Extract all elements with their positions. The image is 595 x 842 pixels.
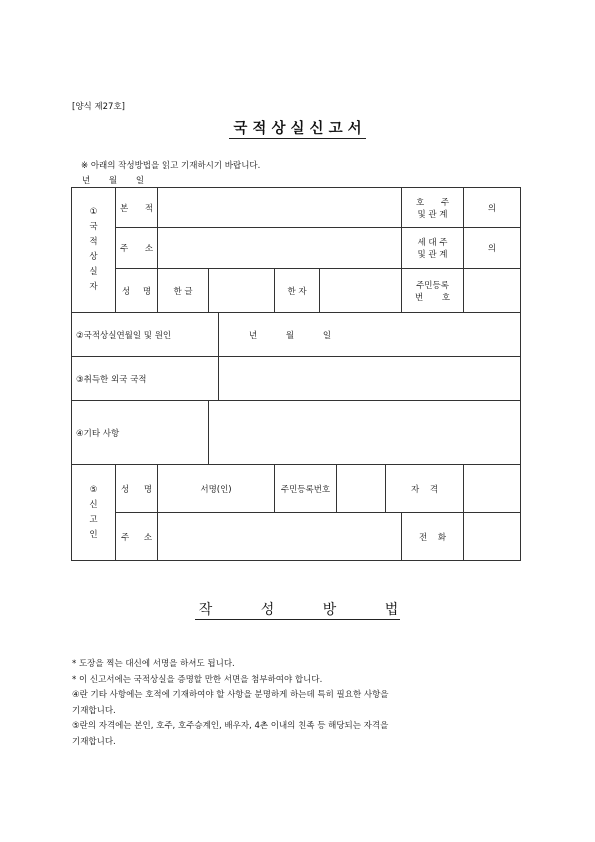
reporter-resident-no-field[interactable]: [337, 465, 386, 513]
section1-number: ①: [89, 207, 98, 217]
domicile-label: 본 적: [116, 188, 158, 228]
section1-char: 상: [89, 252, 98, 262]
address-field[interactable]: [158, 228, 402, 269]
hangul-label: 한 글: [158, 269, 209, 313]
domicile-field[interactable]: [158, 188, 402, 228]
note-line: ⑤란의 자격에는 본인, 호주, 호주승계인, 배우자, 4촌 이내의 친족 등 해당되는 자격을: [72, 721, 389, 731]
householder-label-2: 및 관 계: [417, 250, 448, 260]
reporter-address-label: 주 소: [116, 513, 158, 561]
householder-suffix: 의: [487, 244, 497, 254]
loss-date-field[interactable]: [219, 313, 521, 357]
document-title: [0, 117, 595, 138]
loss-date-placeholder: 년 월 일: [249, 330, 332, 341]
foreign-nationality-label: ③취득한 외국 국적: [72, 357, 219, 401]
foreign-nationality-field[interactable]: [219, 357, 521, 401]
resident-no-label-2: 번 호: [414, 292, 451, 303]
other-matters-label: ④기타 사항: [72, 401, 209, 465]
other-matters-field[interactable]: [209, 401, 521, 465]
report-date: 년 월 일: [82, 176, 145, 186]
section1-char: 자: [89, 282, 98, 292]
hangul-name-field[interactable]: [209, 269, 275, 313]
instruction-note: ※ 아래의 작성방법을 읽고 기재하시기 바랍니다.: [81, 161, 261, 171]
reporter-address-field[interactable]: [158, 513, 402, 561]
section1-char: 국: [89, 222, 98, 232]
name-label: 성 명: [116, 269, 158, 313]
head-relation-label: [402, 188, 464, 228]
resident-no-label: [402, 269, 464, 313]
signature-placeholder: 서명(인): [200, 484, 232, 495]
section1-char: 실: [89, 267, 98, 277]
reporter-resident-no-label: 주민등록번호: [275, 465, 337, 513]
head-relation-field[interactable]: [464, 188, 521, 228]
method-notes: [72, 657, 522, 750]
qualification-field[interactable]: [464, 465, 521, 513]
method-title: [0, 599, 595, 619]
reporter-name-label: 성 명: [116, 465, 158, 513]
method-title-text: 작 성 방 법: [195, 602, 400, 620]
phone-field[interactable]: [464, 513, 521, 561]
note-line: 기재합니다.: [72, 736, 116, 747]
note-line: * 이 신고서에는 국적상실을 증명할 만한 서면을 첨부하여야 합니다.: [72, 674, 323, 685]
phone-label: 전 화: [402, 513, 464, 561]
section1-char: 적: [89, 237, 98, 247]
hanja-name-field[interactable]: [320, 269, 402, 313]
document-title-text: 국 적 상 실 신 고 서: [229, 121, 365, 139]
resident-no-field[interactable]: [464, 269, 521, 313]
head-relation-label-1: 호 주: [415, 197, 450, 208]
loss-date-label: ②국적상실연월일 및 원인: [72, 313, 219, 357]
report-form-table: [71, 187, 521, 561]
note-line: ④란 기타 사항에는 호적에 기재하여야 할 사항을 분명하게 하는데 특히 필요한 사항을: [72, 690, 389, 700]
address-label: 주 소: [116, 228, 158, 269]
householder-field[interactable]: [464, 228, 521, 269]
reporter-signature-field[interactable]: [158, 465, 275, 513]
head-relation-label-2: 및 관 계: [417, 209, 448, 220]
section5-char: 고: [89, 514, 98, 525]
section5-char: 신: [89, 499, 98, 510]
head-relation-suffix: 의: [487, 203, 497, 214]
section5-char: 인: [89, 529, 98, 540]
householder-label: [402, 228, 464, 269]
form-number: [양식 제27호]: [72, 102, 125, 112]
householder-label-1: 세 대 주: [417, 238, 448, 248]
qualification-label: 자 격: [386, 465, 464, 513]
section5-number: ⑤: [89, 484, 98, 495]
resident-no-label-1: 주민등록: [416, 280, 449, 291]
section5-header: [72, 465, 116, 561]
note-line: 기재합니다.: [72, 705, 116, 716]
hanja-label: 한 자: [275, 269, 320, 313]
note-line: * 도장을 찍는 대신에 서명을 하셔도 됩니다.: [72, 659, 235, 669]
section1-header: [72, 188, 116, 313]
